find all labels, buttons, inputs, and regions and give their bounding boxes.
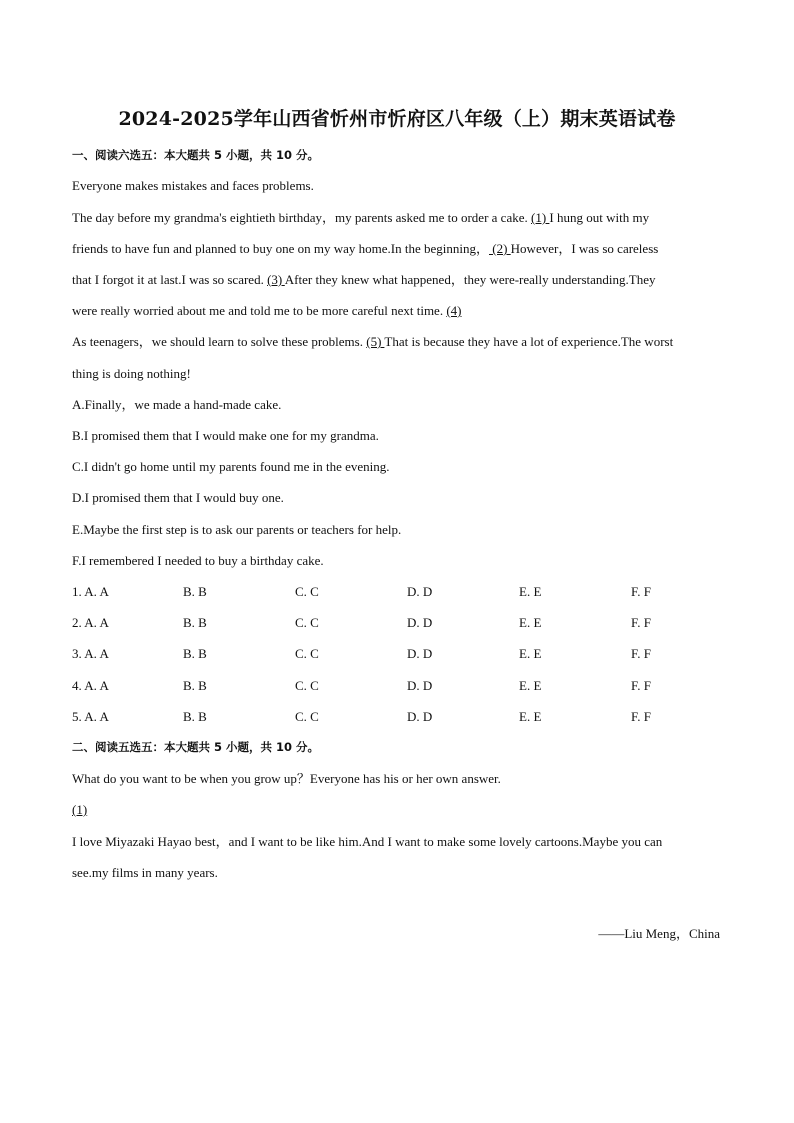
section-1-heading: 一、阅读六选五：本大题共 5 小题，共 10 分。: [72, 148, 320, 162]
passage-1-line: As teenagers，we should learn to solve these problems. (5) That is because they have a lot of experience.The worst: [72, 334, 674, 349]
choice-e[interactable]: E. E: [519, 646, 542, 661]
option-f: F.I remembered I needed to buy a birthday cake.: [72, 553, 324, 568]
choice-b[interactable]: B. B: [183, 709, 207, 724]
option-a: A.Finally，we made a hand-made cake.: [72, 397, 282, 412]
passage-1-paragraph-1: Everyone makes mistakes and faces problems.: [72, 178, 314, 193]
choice-f[interactable]: F. F: [631, 615, 651, 630]
choice-c[interactable]: C. C: [295, 584, 319, 599]
question-number-choice-a[interactable]: 3. A. A: [72, 646, 109, 661]
choice-d[interactable]: D. D: [407, 584, 433, 599]
choice-c[interactable]: C. C: [295, 646, 319, 661]
choice-e[interactable]: E. E: [519, 678, 542, 693]
choice-c[interactable]: C. C: [295, 678, 319, 693]
question-row: [72, 677, 724, 694]
question-number-choice-a[interactable]: 1. A. A: [72, 584, 109, 599]
choice-e[interactable]: E. E: [519, 709, 542, 724]
blank-1: (1): [72, 802, 88, 817]
choice-b[interactable]: B. B: [183, 678, 207, 693]
blank-1: (1): [531, 210, 550, 225]
question-row: [72, 708, 724, 725]
choice-e[interactable]: E. E: [519, 615, 542, 630]
choice-d[interactable]: D. D: [407, 678, 433, 693]
choice-c[interactable]: C. C: [295, 615, 319, 630]
blank-2: (2): [489, 241, 511, 256]
choice-f[interactable]: F. F: [631, 646, 651, 661]
option-e: E.Maybe the first step is to ask our parents or teachers for help.: [72, 522, 402, 537]
option-c: C.I didn't go home until my parents found me in the evening.: [72, 459, 390, 474]
question-number-choice-a[interactable]: 4. A. A: [72, 678, 109, 693]
blank-4: (4): [446, 303, 462, 318]
question-row: [72, 614, 724, 631]
passage-1-line: The day before my grandma's eightieth birthday，my parents asked me to order a cake. (1) I hung out with my: [72, 210, 650, 225]
option-b: B.I promised them that I would make one for my grandma.: [72, 428, 379, 443]
passage-1-line: thing is doing nothing!: [72, 366, 191, 381]
choice-e[interactable]: E. E: [519, 584, 542, 599]
question-row: [72, 645, 724, 662]
option-d: D.I promised them that I would buy one.: [72, 490, 284, 505]
passage-2-line: I love Miyazaki Hayao best，and I want to be like him.And I want to make some lovely cartoons.Maybe you can: [72, 834, 663, 849]
choice-d[interactable]: D. D: [407, 615, 433, 630]
passage-2-intro: What do you want to be when you grow up？Everyone has his or her own answer.: [72, 771, 501, 786]
choice-d[interactable]: D. D: [407, 646, 433, 661]
signature: ——Liu Meng，China: [598, 926, 720, 941]
choice-d[interactable]: D. D: [407, 709, 433, 724]
question-number-choice-a[interactable]: 5. A. A: [72, 709, 109, 724]
passage-2-line: see.my films in many years.: [72, 865, 218, 880]
choice-f[interactable]: F. F: [631, 709, 651, 724]
question-number-choice-a[interactable]: 2. A. A: [72, 615, 109, 630]
page-title: 2024-2025学年山西省忻州市忻府区八年级（上）期末英语试卷: [118, 108, 676, 130]
blank-3: (3): [267, 272, 285, 287]
passage-1-line: friends to have fun and planned to buy one on my way home.In the beginning， (2) However，I was so careless: [72, 241, 659, 256]
passage-1-line: that I forgot it at last.I was so scared. (3) After they knew what happened，they were-really understanding.They: [72, 272, 656, 287]
section-2-heading: 二、阅读五选五：本大题共 5 小题，共 10 分。: [72, 740, 320, 754]
choice-f[interactable]: F. F: [631, 678, 651, 693]
passage-1-line: were really worried about me and told me to be more careful next time. (4): [72, 303, 462, 318]
question-row: [72, 583, 724, 600]
choice-b[interactable]: B. B: [183, 646, 207, 661]
choice-f[interactable]: F. F: [631, 584, 651, 599]
choice-b[interactable]: B. B: [183, 615, 207, 630]
choice-c[interactable]: C. C: [295, 709, 319, 724]
choice-b[interactable]: B. B: [183, 584, 207, 599]
blank-5: (5): [366, 334, 385, 349]
